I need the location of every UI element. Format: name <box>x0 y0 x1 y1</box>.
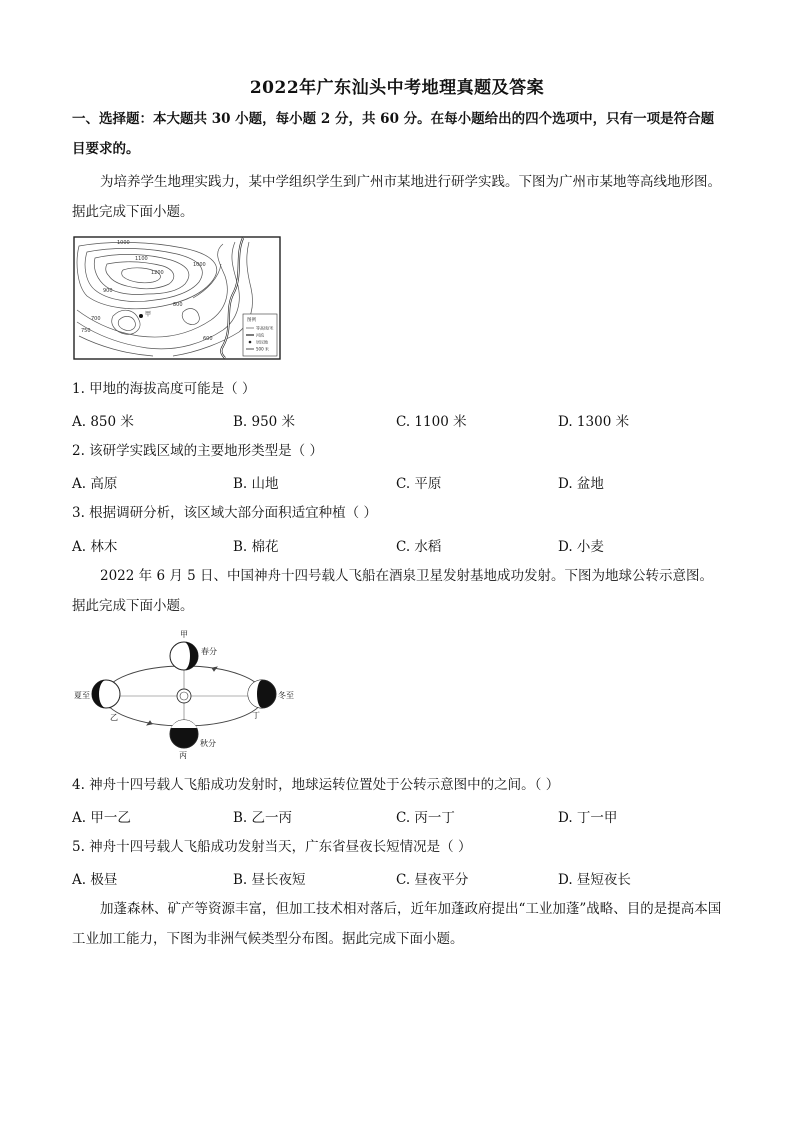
label-ding: 丁 <box>252 711 260 720</box>
sun-icon <box>177 689 191 703</box>
option-b: B. 昼长夜短 <box>233 872 306 888</box>
passage-1: 为培养学生地理实践力，某中学组织学生到广州市某地进行研学实践。下图为广州市某地等高线地形图。据此完成下面小题。 <box>72 174 721 220</box>
option-a: A. 850 米 <box>72 414 134 430</box>
contour-map-figure <box>73 236 281 360</box>
question-3: 3. 根据调研分析，该区域大部分面积适宜种植（ ） <box>72 505 377 521</box>
earth-position-yi <box>92 680 120 708</box>
contour-label: 1200 <box>151 270 164 276</box>
option-c: C. 平原 <box>396 476 442 492</box>
option-d: D. 丁一甲 <box>558 810 618 826</box>
option-b: B. 950 米 <box>233 414 296 430</box>
question-3-options <box>72 535 722 555</box>
legend-item: 河流 <box>256 332 264 338</box>
section-heading: 一、选择题：本大题共 30 小题，每小题 2 分，共 60 分。在每小题给出的四个选项中，只有一项是符合题目要求的。 <box>72 111 715 157</box>
question-2: 2. 该研学实践区域的主要地形类型是（ ） <box>72 443 323 459</box>
earth-position-bing <box>170 720 198 748</box>
question-5: 5. 神舟十四号载人飞船成功发射当天，广东省昼夜长短情况是（ ） <box>72 839 472 855</box>
label-xiazhi: 夏至 <box>74 691 90 700</box>
label-yi: 乙 <box>110 713 118 722</box>
option-d: D. 1300 米 <box>558 414 630 430</box>
earth-orbit-figure <box>72 628 300 762</box>
contour-label: 900 <box>103 288 113 294</box>
option-a: A. 高原 <box>72 476 118 492</box>
option-c: C. 水稻 <box>396 539 442 555</box>
contour-label: 1000 <box>117 240 130 246</box>
contour-label: 750 <box>81 328 91 334</box>
option-b: B. 乙一丙 <box>233 810 293 826</box>
option-d: D. 小麦 <box>558 539 604 555</box>
option-d: D. 昼短夜长 <box>558 872 631 888</box>
contour-label: 700 <box>91 316 101 322</box>
contour-label: 1100 <box>135 256 148 262</box>
earth-position-jia <box>170 642 198 670</box>
label-jia: 甲 <box>180 630 188 639</box>
legend-item: 居民地 <box>256 339 268 345</box>
question-1-options <box>72 410 722 430</box>
legend-item: 等高线/米 <box>256 325 274 331</box>
option-d: D. 盆地 <box>558 476 604 492</box>
passage-3: 加蓬森林、矿产等资源丰富，但加工技术相对落后，近年加蓬政府提出“工业加蓬”战略、目的是提高本国工业加工能力，下图为非洲气候类型分布图。据此完成下面小题。 <box>72 901 722 947</box>
label-dongzhi: 冬至 <box>278 691 294 700</box>
option-c: C. 丙一丁 <box>396 810 455 826</box>
option-a: A. 极昼 <box>72 872 118 888</box>
jia-point <box>139 314 143 318</box>
contour-label: 600 <box>203 336 213 342</box>
label-bing: 丙 <box>179 751 187 760</box>
label-qiufen: 秋分 <box>200 739 216 748</box>
page-title: 2022年广东汕头中考地理真题及答案 <box>249 78 545 98</box>
option-a: A. 林木 <box>72 539 118 555</box>
option-a: A. 甲一乙 <box>72 810 131 826</box>
legend-title: 图例 <box>247 318 256 323</box>
option-c: C. 昼夜平分 <box>396 872 469 888</box>
passage-2: 2022 年 6 月 5 日、中国神舟十四号载人飞船在酒泉卫星发射基地成功发射。下图为地球公转示意图。据此完成下面小题。 <box>72 568 713 614</box>
question-5-options <box>72 868 722 888</box>
legend-item: 500 米 <box>256 346 269 352</box>
contour-label: 800 <box>173 302 183 308</box>
question-4-options <box>72 806 722 826</box>
jia-label: 甲 <box>145 311 152 318</box>
question-4: 4. 神舟十四号载人飞船成功发射时，地球运转位置处于公转示意图中的之间。（ ） <box>72 777 560 793</box>
question-2-options <box>72 472 722 492</box>
earth-position-ding <box>248 680 276 708</box>
label-chunfen: 春分 <box>201 647 217 656</box>
option-c: C. 1100 米 <box>396 414 467 430</box>
option-b: B. 棉花 <box>233 539 279 555</box>
map-legend <box>243 314 277 356</box>
contour-label: 1000 <box>193 262 206 268</box>
question-1: 1. 甲地的海拔高度可能是（ ） <box>72 381 256 397</box>
option-b: B. 山地 <box>233 476 279 492</box>
